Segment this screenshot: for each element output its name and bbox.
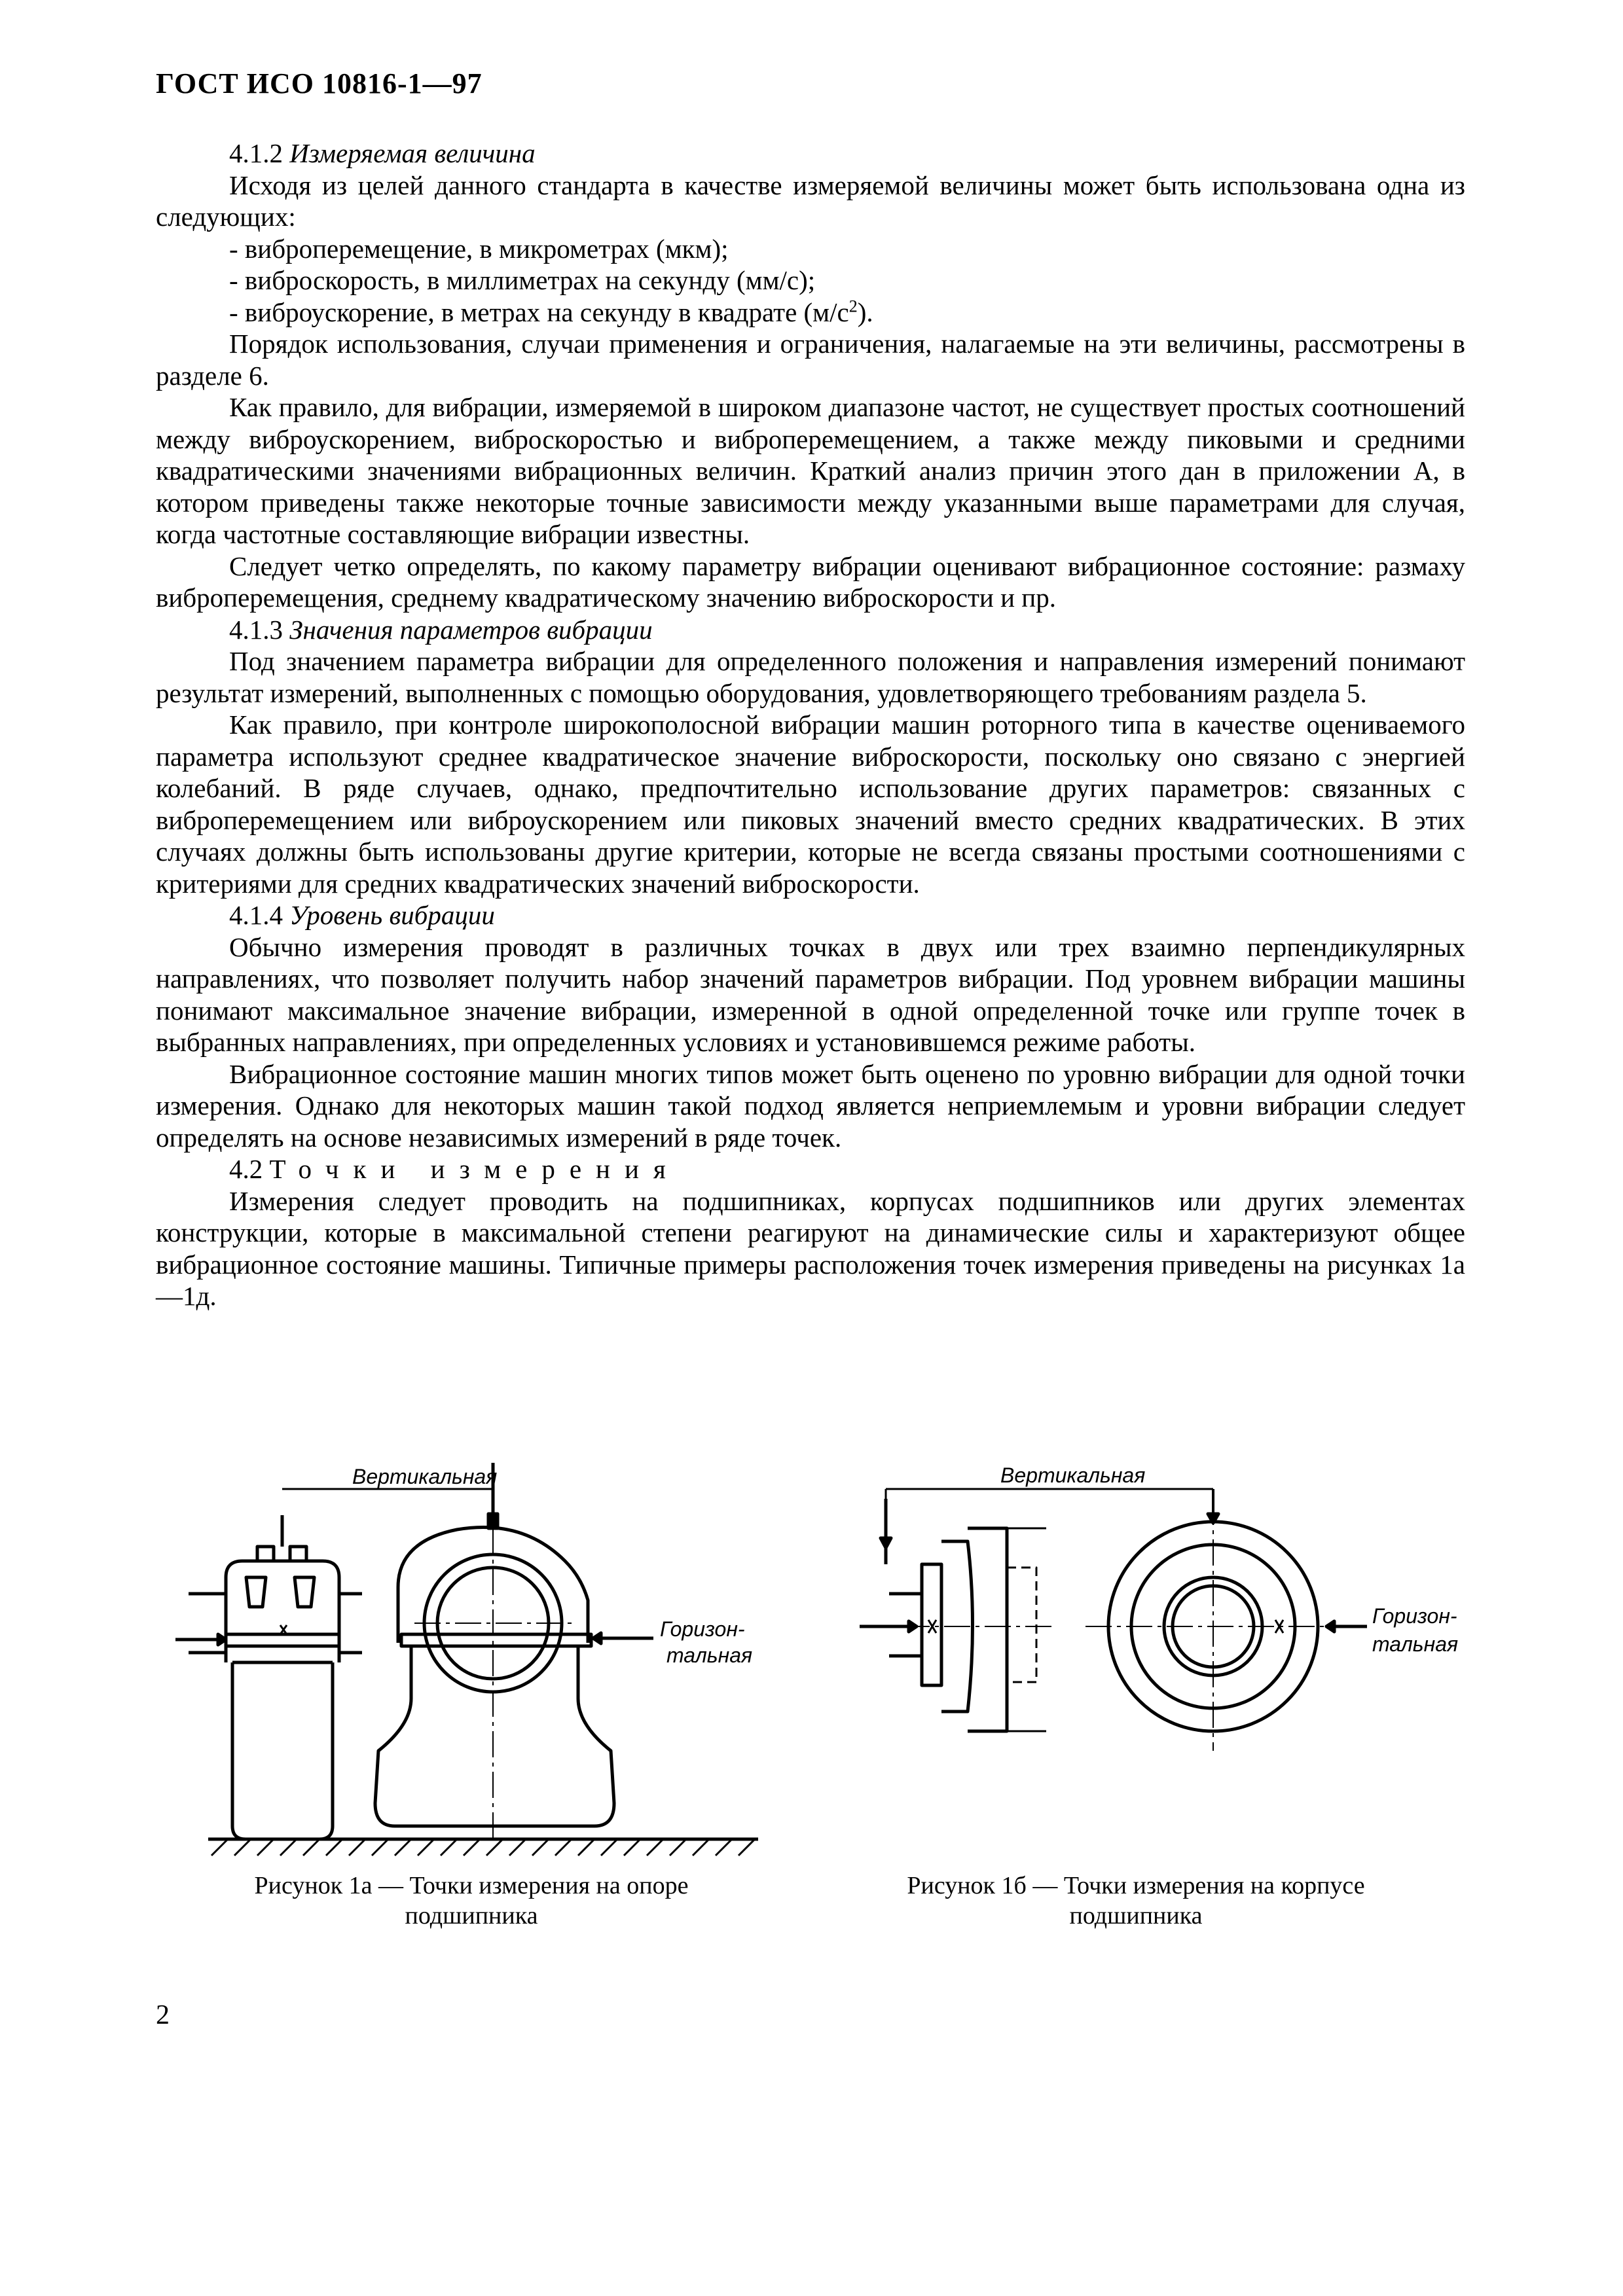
label-horizontal-a-1: Горизон- — [660, 1617, 745, 1641]
standard-header: ГОСТ ИСО 10816-1—97 — [156, 67, 483, 99]
ground-hatching-a — [211, 1839, 755, 1856]
figure-1b-side-view — [860, 1489, 1053, 1731]
section-number: 4.1.3 — [229, 614, 283, 645]
section-number: 4.2 — [229, 1154, 263, 1184]
paragraph: Обычно измерения проводят в различных точках в двух или трех взаимно перпендикулярных направлениях, что позволяет получить набор значений параметров вибрации. Под уровнем вибрации машины понимают максимальное значение вибрации, измеренной в одной определенной точке или группе точек в выбранных направлениях, при определенных условиях и установившемся режиме работы. — [156, 931, 1465, 1057]
section-number: 4.1.2 — [229, 138, 283, 168]
figure-1a-caption — [196, 1871, 746, 1931]
paragraph: Следует четко определять, по какому параметру вибрации оценивают вибрационное состояние: размаху виброперемещения, среднему квадратическому значению виброскорости и пр. — [156, 550, 1465, 613]
paragraph: Вибрационное состояние машин многих типов может быть оценено по уровню вибрации для одной точки измерения. Однако для некоторых машин такой подход является неприемлемым и уровни вибрации следует определять на основе независимых измерений в ряде точек. — [156, 1058, 1465, 1153]
caption-line: Рисунок 1б — Точки измерения на корпусе — [907, 1872, 1365, 1899]
figure-1a-side-view — [175, 1515, 362, 1839]
list-item: - виброперемещение, в микрометрах (мкм); — [229, 233, 729, 264]
list-item: - виброскорость, в миллиметрах на секунду (мм/с); — [229, 265, 816, 295]
superscript: 2 — [848, 296, 858, 315]
section-414-heading — [156, 899, 1465, 931]
paragraph: Порядок использования, случаи применения и ограничения, налагаемые на эти величины, рассмотрены в разделе 6. — [156, 329, 1465, 391]
paragraph: Измерения следует проводить на подшипниках, корпусах подшипников или других элементах конструкции, которые в максимальной степени реагируют на динамические силы и характеризуют общее вибрационное состояние машины. Типичные примеры расположения точек измерения приведены на рисунках 1а—1д. — [156, 1185, 1465, 1311]
section-42-heading — [156, 1153, 1465, 1185]
label-horizontal-b-1: Горизон- — [1372, 1604, 1457, 1628]
section-title: Уровень вибрации — [289, 900, 495, 930]
caption-line: подшипника — [1069, 1902, 1203, 1929]
label-vertical-a: Вертикальная — [352, 1465, 498, 1488]
figure-1b-front-view — [1085, 1489, 1367, 1751]
paragraph: Как правило, при контроле широкополосной вибрации машин роторного типа в качестве оцениваемого параметра используют среднее квадратическое значение виброскорости, поскольку оно связано с энергией колебаний. В ряде случаев, однако, предпочтительно использование других параметров: связанных с виброперемещением или виброускорением или пиковых значений вместо средних квадратических. В этих случаях должны быть использованы другие критерии, которые не всегда связаны простыми соотношениями с критериями для средних квадратических значений виброскорости. — [156, 709, 1465, 899]
list-item-text: - виброускорение, в метрах на секунду в квадрате (м/с — [229, 296, 849, 327]
label-vertical-b: Вертикальная — [1000, 1463, 1146, 1487]
section-number: 4.1.4 — [229, 900, 283, 930]
section-title: Точки измерения — [269, 1154, 680, 1184]
figure-1b-caption — [851, 1871, 1421, 1931]
section-title: Измеряемая величина — [289, 138, 536, 168]
paragraph: Под значением параметра вибрации для определенного положения и направления измерений понимают результат измерений, выполненных с помощью оборудования, удовлетворяющего требованиям раздела 5. — [156, 646, 1465, 708]
caption-line: Рисунок 1а — Точки измерения на опоре — [254, 1872, 689, 1899]
section-413-heading — [156, 614, 1465, 646]
list-item-tail: ). — [857, 296, 873, 327]
label-horizontal-a-2: тальная — [666, 1643, 753, 1667]
section-412-heading — [156, 137, 1465, 170]
paragraph: Как правило, для вибрации, измеряемой в широком диапазоне частот, не существует простых соотношений между виброускорением, виброскоростью и виброперемещением, а также между пиковыми и средними квадратическими значениями вибрационных величин. Краткий анализ причин этого дан в приложении А, в котором приведены также некоторые точные зависимости между указанными выше параметрами для случая, когда частотные составляющие вибрации известны. — [156, 392, 1465, 549]
list-item — [156, 296, 1465, 329]
page-number: 2 — [156, 2000, 170, 2030]
label-horizontal-b-2: тальная — [1372, 1632, 1459, 1656]
paragraph: Исходя из целей данного стандарта в качестве измеряемой величины может быть использована одна из следующих: — [156, 170, 1465, 232]
body-text — [156, 137, 1465, 1312]
section-title: Значения параметров вибрации — [289, 614, 653, 645]
caption-line: подшипника — [405, 1902, 538, 1929]
